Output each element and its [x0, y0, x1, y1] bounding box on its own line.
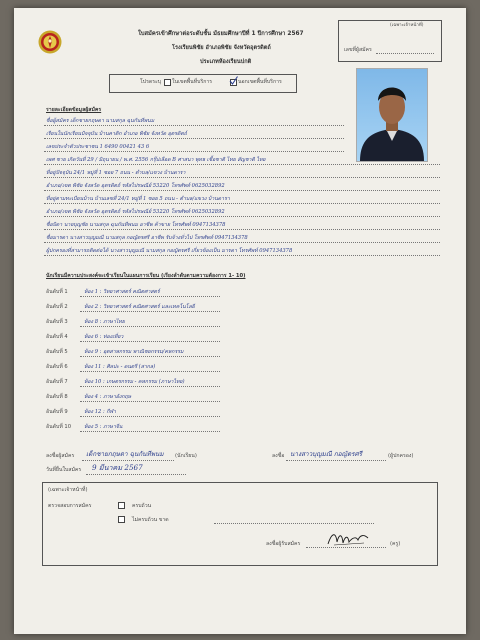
applicant-number-line	[376, 53, 434, 54]
fill-line	[286, 460, 386, 461]
fill-line	[80, 296, 220, 297]
officer-section-box	[42, 482, 438, 566]
choice-rank-label: อันดับที่ 3	[46, 319, 68, 325]
parent-role: (ผู้ปกครอง)	[388, 453, 414, 459]
applicant-signature-name: เด็กชายกฤษดา ฉุนกันทีพนม	[86, 450, 164, 458]
receiver-signature	[326, 530, 370, 548]
fill-line	[44, 216, 440, 217]
parent-signature-label: ลงชื่อ	[272, 453, 285, 459]
incomplete-label: ไม่ครบถ้วน ขาด	[132, 517, 169, 523]
fill-line	[44, 203, 440, 204]
choice-value: ห้อง 4 : ภาษาอังกฤษ	[84, 394, 132, 400]
detail-line: ชื่อผู้สมัคร เด็กชายกฤษดา นามสกุล ฉุนกันทีพนม	[46, 118, 155, 124]
fill-line	[80, 386, 220, 387]
fill-line	[80, 371, 220, 372]
choice-value: ห้อง 6 : ท่องเที่ยว	[84, 334, 124, 340]
fill-line	[306, 547, 386, 548]
fill-line	[82, 460, 174, 461]
fill-line	[44, 151, 344, 152]
school-emblem-logo	[38, 30, 62, 54]
choice-value: ห้อง 9 : อุตสาหกรรม พาณิชยกรรม/คหกรรม	[84, 349, 184, 355]
receiver-role: (ครู)	[390, 541, 401, 547]
submission-date-label: วันที่ยื่นใบสมัคร	[46, 467, 82, 473]
choice-rank-label: อันดับที่ 5	[46, 349, 68, 355]
school-name: โรงเรียนพิชัย อำเภอพิชัย จังหวัดอุตรดิตถ์	[172, 45, 271, 51]
complete-label: ครบถ้วน	[132, 503, 152, 509]
choice-value: ห้อง 8 : ภาษาไทย	[84, 319, 125, 325]
detail-line: อำเภอ/เขต พิชัย จังหวัด อุตรดิตถ์ รหัสไปรษณีย์ 53220 โทรศัพท์ 0625032892	[46, 209, 225, 215]
choice-value: ห้อง 12 : กีฬา	[84, 409, 116, 415]
fill-line	[80, 341, 220, 342]
choice-rank-label: อันดับที่ 6	[46, 364, 68, 370]
choice-value: ห้อง 1 : วิทยาศาสตร์ คณิตศาสตร์	[84, 289, 160, 295]
program-type-label: โปรดระบุ	[140, 79, 162, 85]
detail-line: อำเภอ/เขต พิชัย จังหวัด อุตรดิตถ์ รหัสไปรษณีย์ 53220 โทรศัพท์ 0625032892	[46, 183, 225, 189]
detail-line: ที่อยู่ปัจจุบัน 24/1 หมู่ที่ 1 ซอย 7 ถนน - ตำบล/แขวง บ้านดารา	[46, 170, 186, 176]
application-check-label: ตรวจสอบการสมัคร	[48, 503, 92, 509]
fill-line	[44, 177, 440, 178]
fill-line	[80, 326, 220, 327]
officer-section-note: (เฉพาะเจ้าหน้าที่)	[48, 487, 88, 493]
choice-value: ห้อง 11 : ศิลปะ - ดนตรี (สากล)	[84, 364, 156, 370]
choice-value: ห้อง 10 : เกษตรกรรม - คหกรรม (ภาษาไทย)	[84, 379, 185, 385]
choice-value: ห้อง 5 : ภาษาจีน	[84, 424, 123, 430]
check-mark-icon	[229, 76, 238, 85]
choice-rank-label: อันดับที่ 2	[46, 304, 68, 310]
section-study-plan-heading: นักเรียนมีความประสงค์จะเข้าเรียนในแผนการเรียน (เรียงลำดับตามความต้องการ 1- 10)	[46, 273, 246, 279]
complete-checkbox[interactable]	[118, 502, 125, 509]
fill-line	[44, 229, 440, 230]
applicant-signature-label: ลงชื่อผู้สมัคร	[46, 453, 75, 459]
fill-line	[80, 401, 220, 402]
receiver-signature-label: ลงชื่อผู้รับสมัคร	[266, 541, 301, 547]
parent-signature-name: นางสาวบุญมณี กอญัตรศรี	[290, 450, 363, 458]
choice-rank-label: อันดับที่ 4	[46, 334, 68, 340]
out-area-label: นอกเขตพื้นที่บริการ	[238, 79, 282, 85]
choice-rank-label: อันดับที่ 1	[46, 289, 68, 295]
fill-line	[80, 431, 220, 432]
applicant-number-label: เลขที่ผู้สมัคร	[344, 47, 372, 53]
applicant-photo	[356, 68, 428, 162]
fill-line	[44, 138, 344, 139]
fill-line	[80, 311, 220, 312]
form-title: ใบสมัครเข้าศึกษาต่อระดับชั้น มัธยมศึกษาปีที่ 1 ปีการศึกษา 2567	[138, 31, 304, 37]
submission-date-value: 9 มีนาคม 2567	[92, 463, 143, 472]
fill-line	[44, 125, 344, 126]
fill-line	[44, 242, 440, 243]
applicant-role: (นักเรียน)	[175, 453, 197, 459]
detail-line: ชื่อบิดา นายบุญชัย นามสกุล ฉุนกันทีพนม อาชีพ ค้าขาย โทรศัพท์ 0947134378	[46, 222, 226, 228]
fill-line	[80, 416, 220, 417]
choice-rank-label: อันดับที่ 9	[46, 409, 68, 415]
fill-line	[214, 523, 374, 524]
fill-line	[44, 190, 440, 191]
fill-line	[86, 474, 186, 475]
choice-rank-label: อันดับที่ 10	[46, 424, 71, 430]
choice-rank-label: อันดับที่ 7	[46, 379, 68, 385]
choice-value: ห้อง 2 : วิทยาศาสตร์ คณิตศาสตร์ และเทคโนโลยี	[84, 304, 195, 310]
person-photo-icon	[357, 69, 427, 161]
detail-line: ชื่อมารดา นางสาวบุญมณี นามสกุล กอญัตรศรี อาชีพ รับจ้างทั่วไป โทรศัพท์ 0947134378	[46, 235, 248, 241]
officer-only-note: (เฉพาะเจ้าหน้าที่)	[390, 23, 424, 28]
fill-line	[44, 164, 440, 165]
detail-line: เรียนในนักเรียนปัจจุบัน บ้านคาติก อำเภอ พิชัย จังหวัด อุตรดิตถ์	[46, 131, 187, 137]
application-form-sheet	[14, 8, 466, 634]
program-name: ประเภทห้องเรียนปกติ	[200, 59, 252, 65]
detail-line: เพศ ชาย เกิดวันที่ 29 / มิถุนายน / พ.ศ. 2556 กรุ๊ปเลือด B ศาสนา พุทธ เชื้อชาติ ไทย สัญชาติ ไทย	[46, 157, 266, 163]
fill-line	[80, 356, 220, 357]
detail-line: ผู้ปกครองที่สามารถติดต่อได้ นางสาวบุญมณี นามสกุล กอญัตรศรี เกี่ยวข้องเป็น มารดา โทรศัพท์ 0947134378	[46, 248, 293, 254]
incomplete-checkbox[interactable]	[118, 516, 125, 523]
choice-rank-label: อันดับที่ 8	[46, 394, 68, 400]
detail-line: ที่อยู่ตามทะเบียนบ้าน บ้านเลขที่ 24/1 หมู่ที่ 1 ซอย 5 ถนน - ตำบล/แขวง บ้านดารา	[46, 196, 230, 202]
in-area-checkbox[interactable]	[164, 79, 171, 86]
section-applicant-details-heading: รายละเอียดข้อมูลผู้สมัคร	[46, 107, 102, 113]
detail-line: เลขประจำตัวประชาชน 1 6490 00421 43 6	[46, 144, 150, 150]
fill-line	[44, 255, 440, 256]
in-area-label: ในเขตพื้นที่บริการ	[172, 79, 213, 85]
